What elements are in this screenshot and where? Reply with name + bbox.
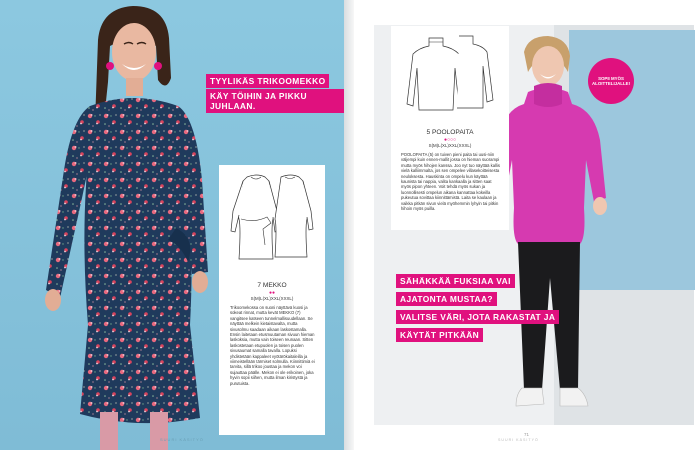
dress-pattern-title: 7 MEKKO bbox=[257, 282, 287, 289]
page-number: 71 bbox=[524, 432, 530, 437]
sweater-technical-drawing bbox=[403, 34, 497, 118]
model-floral-dress-photo bbox=[38, 0, 228, 450]
pattern-panel-sweater bbox=[391, 26, 509, 230]
left-headline bbox=[206, 71, 346, 114]
sweater-pattern-title: 5 POOLOPAITA bbox=[426, 129, 474, 136]
beginner-badge: SOPII MYÖS ALOITTELIJALLE! bbox=[588, 58, 634, 104]
headline-line: AJATONTA MUSTAA? bbox=[396, 292, 497, 306]
left-page bbox=[0, 0, 346, 450]
difficulty-dots: ●● bbox=[268, 290, 276, 296]
pattern-panel-dress bbox=[219, 165, 325, 435]
page-gutter bbox=[344, 0, 354, 450]
dress-description: Trikoomekossa on suoni näyttävä kuosi ja sokeat rinnat, mutta kevät MEKKO (7) vangitsee katseen tunnelmallisuudellaan. Se näyttää melkein kietaistavalta, mutta sivusolmu saadaan aikaan laskostamalla. Ensin laitetaan etusmuutaman sivuun hieman laskoksia, mutta vain toiseen reunaan. Sitten laskostetaan etupuolen ja toisen puolen sivusaumat samalla tavalla. Lopuksi yhdistetään kappaleet vyötärökaitaleilla ja viimeistellään tärmiset solmulla. Kiinnittimiä ei tarvita, sillä trikoo joustaa ja mekon voi sujauttaa päälle. Mekon ei ole erikoinen, joka hyvin sopii siihen, mutta ilman kiristystä ja purutuista. bbox=[230, 305, 315, 386]
headline-line: TYYLIKÄS TRIKOOMEKKO bbox=[206, 74, 329, 88]
page-footer-label: SUURI KÄSITYÖ bbox=[498, 438, 539, 442]
headline-line: KÄYTÄT PITKÄÄN bbox=[396, 328, 483, 342]
dress-sizes: S(M)L(XL)XXL(XXXL) bbox=[250, 296, 294, 301]
difficulty-dots: ●○○○ bbox=[443, 137, 457, 143]
headline-line: SÄHÄKKÄÄ FUKSIAA VAI bbox=[396, 274, 515, 288]
sweater-sizes: S(M)L(XL)XXL(XXXL) bbox=[428, 143, 472, 148]
headline-line: KÄY TÖIHIN JA PIKKU JUHLAAN. bbox=[206, 89, 346, 113]
sweater-description: POOLOPAITA (5) on tuiven pieni paita tai uusi-niin väljempi kuin ennen-mallit jossa on hieman suorampi mutta myös hihojen kanssa. Joo nyt tuo näyttää kallis vielä kalliimmalta, jos sen ompelee villasekoitteisesta neuloksesta. Hauskinta on ompelu kun käyttää kaunista tai nappia, valita kankaalla ja sitten saat myös pipon yhteen. Voit tehdä myös sukan ja luonnollisesti ompelun aikana kannattaa kokeilla pukeutua sovittaa kiinnittämistä. Laita se kaulaan ja vaikka pitkän sivun vielä myöhemmin lyhyin tai pitkin hihoin myös puilla. bbox=[401, 152, 500, 212]
right-headline bbox=[396, 271, 559, 343]
headline-line: VALITSE VÄRI, JOTA RAKASTAT JA bbox=[396, 310, 559, 324]
dress-technical-drawing bbox=[229, 171, 317, 267]
right-page bbox=[354, 0, 696, 450]
left-watermark: SUURI KÄSITYÖ bbox=[160, 437, 204, 442]
